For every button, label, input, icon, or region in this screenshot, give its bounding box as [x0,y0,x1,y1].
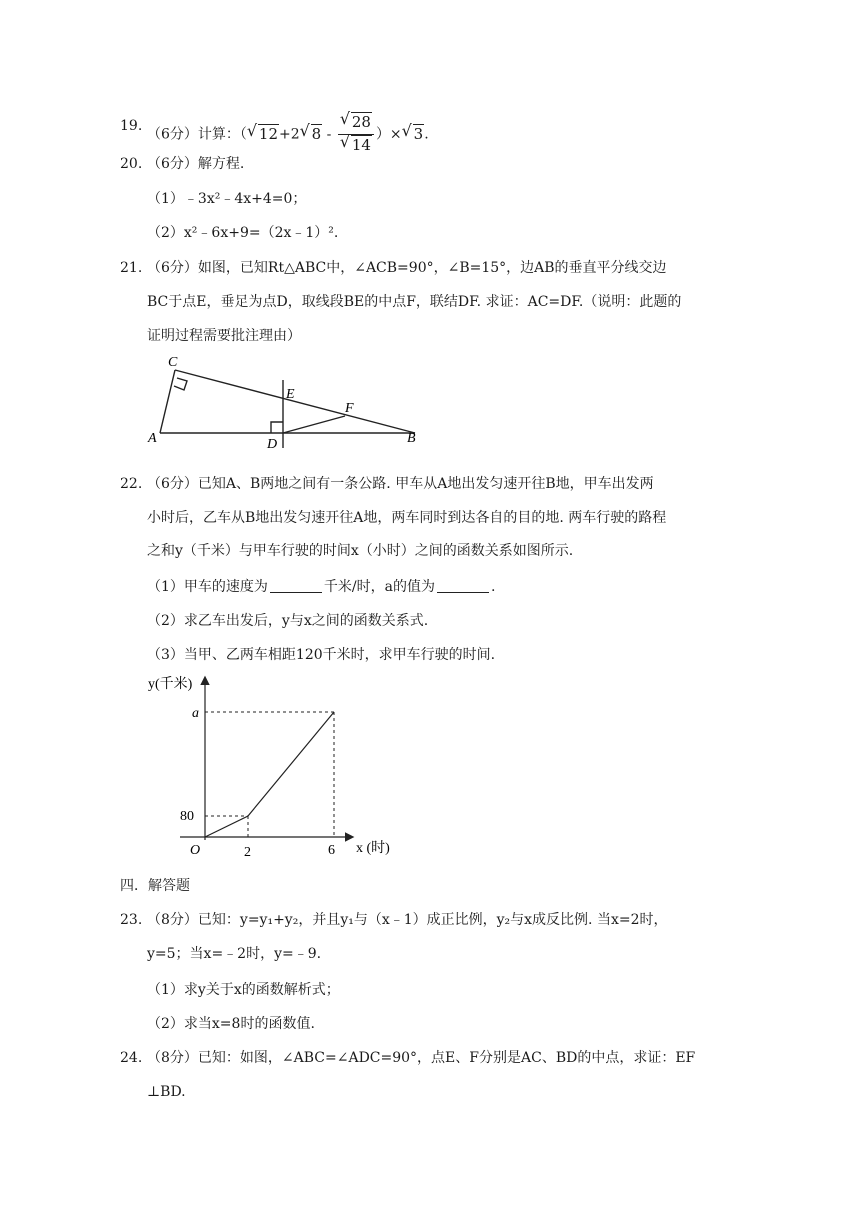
sqrt-3: √ 3 [401,120,424,143]
q22-line2: 小时后，乙车从B地出发匀速开往A地，两车同时到达各自的目的地. 两车行驶的路程 [147,510,667,526]
tick-label-2: 2 [244,845,251,860]
q23-part1: （1）求y关于x的函数解析式； [147,982,340,998]
q20-part1: （1）﹣3x²﹣4x+4=0； [147,191,307,207]
tick-label-80: 80 [180,809,194,824]
q22-number: 22. [120,476,143,492]
q19-number: 19. [120,118,143,134]
label-A: A [148,431,157,446]
sqrt-12: √ 12 [246,120,279,143]
q19-score: （6分）计算： [147,126,240,143]
q23-line2: y=5；当x=﹣2时，y=﹣9. [147,946,322,962]
q22-function-graph [140,672,400,862]
q21-line1: （6分）如图，已知Rt△ABC中，∠ACB=90°，∠B=15°，边AB的垂直平分线交边 [147,260,667,276]
answer-blank-a[interactable] [437,578,489,593]
q20-part2: （2）x²﹣6x+9=（2x﹣1）². [147,225,339,241]
label-D: D [267,437,278,450]
q22-part2: （2）求乙车出发后，y与x之间的函数关系式. [147,613,429,629]
q23-line1: （8分）已知：y=y₁+y₂，并且y₁与（x﹣1）成正比例，y₂与x成反比例. 当x=2时， [147,912,668,928]
q24-line1: （8分）已知：如图，∠ABC=∠ADC=90°，点E、F分别是AC、BD的中点，求证：EF [147,1050,696,1066]
tick-label-6: 6 [328,843,335,858]
section-heading: 四．解答题 [120,878,190,894]
answer-blank-speed[interactable] [270,578,322,593]
segment-DF [283,416,345,433]
q24-line2: ⊥BD. [147,1084,186,1100]
label-C: C [168,355,178,370]
origin-label: O [190,843,201,858]
q19-expression: （6分）计算：（ √ 12+2 √ 8 - √ 28 √ 14 ）× √ 3. [147,112,429,148]
q21-triangle-figure [140,350,430,450]
q22-part3: （3）当甲、乙两车相距120千米时，求甲车行驶的时间. [147,647,496,663]
q21-number: 21. [120,260,143,276]
label-E: E [286,387,295,402]
segment-CB [175,370,415,433]
tick-label-a: a [192,706,199,721]
right-angle-mark-C [174,378,187,390]
q22-part1: （1）甲车的速度为 千米/时，a的值为 . [147,579,496,595]
right-angle-mark-D [271,422,283,433]
segment-AC [160,370,175,433]
label-B: B [407,431,416,446]
x-axis-label: x (时) [356,841,390,856]
fraction-sqrt28-sqrt14: √ 28 √ 14 [338,112,374,157]
q23-number: 23. [120,912,143,928]
q20-text: （6分）解方程. [147,156,245,172]
q21-line2: BC于点E，垂足为点D，取线段BE的中点F，联结DF. 求证：AC=DF.（说明：此题的 [147,294,682,310]
q21-line3: 证明过程需要批注理由） [147,328,301,344]
q22-line3: 之和y（千米）与甲车行驶的时间x（小时）之间的函数关系如图所示. [147,543,574,559]
label-F: F [345,401,354,416]
sqrt-8: √ 8 [299,120,322,143]
y-axis-label: y(千米) [148,677,193,692]
q20-number: 20. [120,156,143,172]
q23-part2: （2）求当x=8时的函数值. [147,1016,315,1032]
function-line [205,712,334,837]
q22-line1: （6分）已知A、B两地之间有一条公路. 甲车从A地出发匀速开往B地，甲车出发两 [147,476,654,492]
q24-number: 24. [120,1050,143,1066]
